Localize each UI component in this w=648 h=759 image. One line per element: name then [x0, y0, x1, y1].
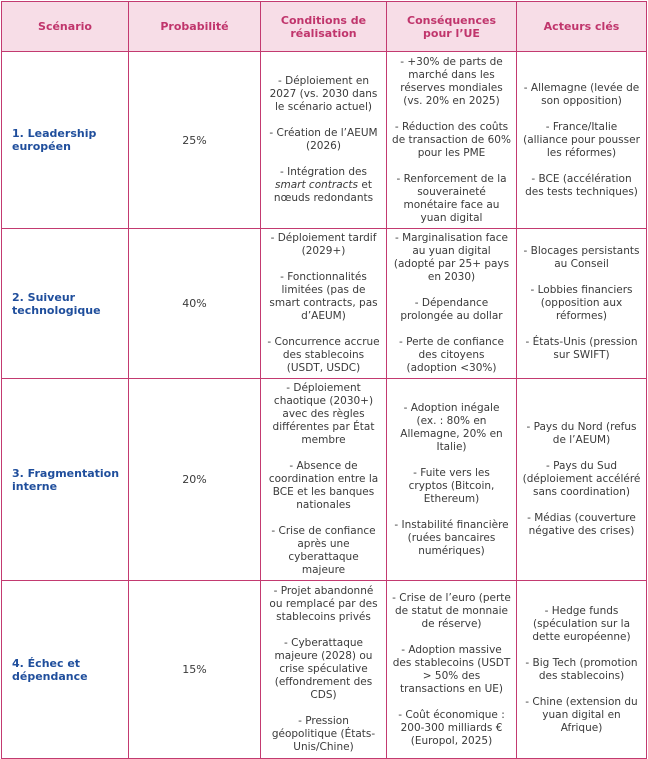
conditions-item: - Cyberattaque majeure (2028) ou crise spéculative (effondrement des CDS)	[274, 637, 373, 701]
conditions-item: - Déploiement tardif (2029+)	[270, 232, 377, 257]
consequences-item: - Instabilité financière (ruées bancaires numériques)	[394, 518, 509, 557]
conditions-item: - Pression géopolitique (États-Unis/Chine)	[271, 715, 376, 753]
actors-item: - États-Unis (pression sur SWIFT)	[525, 336, 638, 361]
consequences-cell	[387, 229, 517, 379]
actors-item: - Blocages persistants au Conseil	[523, 245, 640, 270]
header-consequences: Conséquences pour l’UE	[387, 2, 517, 52]
actors-item: - Big Tech (promotion des stablecoins)	[525, 656, 638, 682]
actors-item: - Pays du Nord (refus de l’AEUM)	[526, 421, 637, 446]
actors-cell	[517, 52, 647, 229]
conditions-item: - Crise de confiance après une cyberattaque majeure	[271, 525, 376, 576]
probability-value: 25%	[129, 52, 261, 229]
conditions-item: - Création de l’AEUM (2026)	[269, 127, 378, 152]
actors-item: - Lobbies financiers (opposition aux réformes)	[530, 284, 633, 322]
conditions-item: - Fonctionnalités limitées (pas de smart contracts, pas d’AEUM)	[269, 271, 378, 322]
consequences-item: - Dépendance prolongée au dollar	[400, 297, 503, 322]
actors-item: - Hedge funds (spéculation sur la dette européenne)	[532, 604, 631, 643]
consequences-item: - Marginalisation face au yuan digital (adopté par 25+ pays en 2030)	[393, 232, 510, 283]
table-row	[2, 229, 647, 379]
header-probability: Probabilité	[129, 2, 261, 52]
conditions-item: - Déploiement en 2027 (vs. 2030 dans le scénario actuel)	[269, 75, 378, 113]
text-part: et nœuds redondants	[273, 179, 374, 204]
actors-item: - Médias (couverture négative des crises)	[527, 512, 636, 537]
conditions-cell	[261, 229, 387, 379]
table-row	[2, 379, 647, 581]
conditions-cell	[261, 379, 387, 581]
consequences-cell	[387, 379, 517, 581]
conditions-item: - Absence de coordination entre la BCE et les banques nationales	[268, 460, 379, 511]
actors-cell	[517, 229, 647, 379]
actors-item: - BCE (accélération des tests techniques)	[525, 172, 638, 198]
actors-item: - Chine (extension du yuan digital en Afrique)	[525, 695, 638, 734]
consequences-item: - Coût économique : 200-300 milliards € (Europol, 2025)	[398, 708, 505, 747]
scenario-name: 4. Échec et dépendance	[2, 581, 129, 759]
consequences-item: - Réduction des coûts de transaction de 60% pour les PME	[392, 120, 511, 159]
scenario-name: 2. Suiveur technologique	[2, 229, 129, 379]
text-part: - Intégration des	[280, 166, 367, 178]
probability-value: 20%	[129, 379, 261, 581]
table-row	[2, 52, 647, 229]
probability-value: 15%	[129, 581, 261, 759]
actors-item: - France/Italie (alliance pour pousser les réformes)	[523, 120, 640, 159]
header-scenario: Scénario	[2, 2, 129, 52]
scenario-table	[1, 1, 647, 759]
consequences-item: - Crise de l’euro (perte de statut de monnaie de réserve)	[392, 591, 511, 630]
header-row	[2, 2, 647, 52]
italic-term: smart contracts	[275, 179, 359, 191]
actors-cell	[517, 581, 647, 759]
conditions-item: - Concurrence accrue des stablecoins (USDT, USDC)	[267, 336, 380, 374]
actors-item: - Allemagne (levée de son opposition)	[523, 81, 640, 107]
header-conditions: Conditions de réalisation	[261, 2, 387, 52]
header-actors: Acteurs clés	[517, 2, 647, 52]
consequences-item: - +30% de parts de marché dans les réserves mondiales (vs. 20% en 2025)	[400, 55, 503, 107]
consequences-cell	[387, 581, 517, 759]
conditions-cell	[261, 581, 387, 759]
consequences-item: - Perte de confiance des citoyens (adoption <30%)	[398, 336, 505, 374]
scenario-name: 1. Leadership européen	[2, 52, 129, 229]
conditions-item	[266, 166, 381, 205]
actors-item: - Pays du Sud (déploiement accéléré sans coordination)	[522, 460, 641, 498]
conditions-item: - Projet abandonné ou remplacé par des stablecoins privés	[269, 585, 378, 623]
table-row	[2, 581, 647, 759]
consequences-item: - Renforcement de la souveraineté monétaire face au yuan digital	[396, 172, 507, 224]
conditions-cell	[261, 52, 387, 229]
probability-value: 40%	[129, 229, 261, 379]
consequences-item: - Adoption massive des stablecoins (USDT > 50% des transactions en UE)	[392, 643, 511, 695]
scenario-name: 3. Fragmentation interne	[2, 379, 129, 581]
consequences-item: - Adoption inégale (ex. : 80% en Allemagne, 20% en Italie)	[400, 401, 503, 453]
conditions-item: - Déploiement chaotique (2030+) avec des règles différentes par État membre	[272, 382, 375, 446]
actors-cell	[517, 379, 647, 581]
consequences-cell	[387, 52, 517, 229]
consequences-item: - Fuite vers les cryptos (Bitcoin, Ethereum)	[408, 466, 495, 505]
